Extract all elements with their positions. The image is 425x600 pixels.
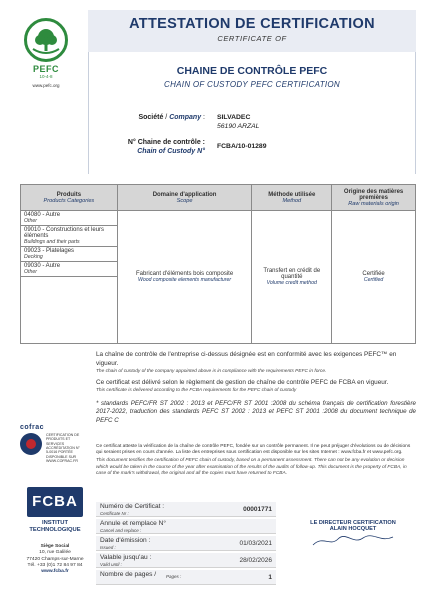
conformity-section — [96, 351, 416, 425]
company-name: SILVADEC — [217, 114, 251, 121]
coc-label-fr: N° Chaine de contrôle : — [127, 139, 205, 146]
conformity-p1-fr: La chaîne de contrôle de l'entreprise ci-dessus désignée est en conformité avec les exigences PEFC™ en vigueur. — [96, 351, 397, 367]
cofrac-text — [46, 433, 80, 463]
origin-fr: Certifiée — [362, 271, 385, 277]
cofrac-logo — [20, 424, 80, 468]
scope-fr: Fabricant d'éléments bois composite — [135, 271, 234, 277]
table-row — [21, 211, 416, 344]
pefc-url: www.pefc.org — [32, 83, 60, 88]
fcba-inst-line2: TECHNOLOGIQUE — [29, 526, 81, 533]
field-label: Valable jusqu'au : — [100, 554, 152, 561]
category-code: 09023 - Platelages — [24, 248, 75, 254]
certificate-fields — [96, 502, 276, 587]
header-origin — [332, 185, 416, 211]
field-value: 1 — [268, 574, 272, 581]
scope-en: Wood composite elements manufacturer — [138, 277, 232, 283]
company-label-en: Company — [169, 114, 202, 121]
field-label: Nombre de pages / — [100, 571, 157, 578]
fcba-addr2: 77420 Champs-sur-Marne — [26, 556, 84, 562]
category-code: 09010 - Constructions et leurs éléments — [24, 227, 105, 239]
categories-cell — [21, 211, 118, 344]
coc-number: FCBA/10-01289 — [217, 143, 267, 150]
company-label-fr: Société — [138, 114, 164, 121]
category-en: Buildings and their parts — [24, 239, 80, 245]
list-item — [21, 211, 117, 226]
company-city: 56190 ARZAL — [217, 123, 260, 130]
field-sublabel: Certificate Nr : — [100, 511, 129, 516]
conformity-p2-en: This certificate is delivered according to the FCBA requirements for the PEFC chain of custody — [96, 388, 297, 394]
header-method-en: Method — [282, 197, 302, 204]
field-value: 01/03/2021 — [239, 540, 272, 547]
fcba-addr1: 10, rue Galilée — [39, 550, 71, 556]
field-label: Annule et remplace N° — [100, 520, 167, 527]
page-subtitle: CERTIFICATE OF — [217, 34, 287, 43]
method-fr: Transfert en crédit de quantité — [263, 268, 321, 280]
list-item — [21, 226, 117, 247]
conformity-p1-en: The chain of custody of the company appointed above is in compliance with the requirements PEFC in force. — [96, 369, 327, 375]
field-sublabel: Pages : — [166, 574, 182, 579]
fcba-hq: Siège Social — [40, 543, 70, 549]
page-title: ATTESTATION DE CERTIFICATION — [129, 16, 375, 32]
scope-cell — [117, 211, 252, 344]
fcba-inst-line1: INSTITUT — [41, 520, 69, 526]
field-sublabel: Issued : — [100, 545, 116, 550]
category-en: Other — [24, 218, 37, 224]
category-en: Other — [24, 269, 37, 275]
validity-en: This document testifies the certification of PEFC chain of custody, based on a permanent assessment. There can not be any evolution or decision which would be taken in the course of the year after examination of the results of the audits of follow-up. This document is the property of FCBA, in case of the mark's withdrawal, the original and all the copies must have returned to FCBA. — [96, 458, 407, 476]
header-scope-fr: Domaine d'application — [152, 191, 217, 198]
method-en: Volume credit method — [266, 280, 317, 286]
header-origin-en: Raw materials origin — [348, 200, 399, 207]
category-code: 09030 - Autre — [24, 263, 61, 269]
field-cancel-replace — [96, 519, 276, 534]
field-issue-date — [96, 536, 276, 551]
signature-name: ALAIN HOCQUET — [329, 526, 377, 532]
pefc-code: 10-4-8 — [39, 74, 53, 79]
fcba-web-link[interactable]: www.fcba.fr — [41, 569, 69, 575]
signature-scribble-icon — [308, 533, 398, 549]
pefc-wordmark: PEFC — [32, 64, 59, 74]
header-products-en: Products Categories — [43, 197, 95, 204]
field-label: Date d'émission : — [100, 537, 151, 544]
title-band — [88, 10, 416, 52]
header-scope-en: Scope — [176, 197, 193, 204]
field-value: 00001771 — [243, 506, 272, 513]
header-method-fr: Méthode utilisée — [268, 191, 316, 198]
fcba-logo: FCBA — [27, 487, 83, 517]
coc-label-en: Chain of Custody N° — [137, 148, 205, 155]
origin-en: Certified — [363, 277, 384, 283]
pefc-logo — [20, 18, 72, 103]
fcba-institute — [20, 520, 90, 534]
header-scope — [117, 185, 252, 211]
cofrac-accreditation: ACCRÉDITATION N° 5-0016 PORTÉE DISPONIBLE SUR WWW.COFRAC.FR — [46, 445, 80, 463]
field-sublabel: Valid until : — [100, 562, 122, 567]
field-pages — [96, 570, 276, 585]
validity-fr: Ce certificat atteste la vérification de la chaîne de contrôle PEFC, fondée sur un contrôle permanent. Il ne peut préjuger d'évolutions ou de décisions qui seraient prises en cours d'année. La liste des entreprises sous certification est disponible sur les sites Internet : www.fcba.fr et www.pefc.org. — [96, 444, 411, 456]
table-header-row — [21, 185, 416, 211]
company-label: Société / Company : — [138, 114, 205, 121]
cofrac-note: CERTIFICATION DE PRODUITS ET SERVICES — [46, 433, 80, 446]
category-en: Decking — [24, 254, 43, 260]
fcba-block — [20, 487, 90, 576]
cofrac-wordmark: cofrac — [20, 424, 45, 431]
chain-of-custody-box — [88, 52, 416, 174]
category-code: 04080 - Autre — [24, 212, 61, 218]
field-value: 28/02/2026 — [239, 557, 272, 564]
origin-cell — [332, 211, 416, 344]
signature-block — [288, 520, 418, 549]
header-products-fr: Produits — [56, 191, 82, 198]
list-item — [21, 247, 117, 262]
header-origin-fr: Origine des matières premières — [343, 188, 404, 201]
field-sublabel: Cancel and replace : — [100, 528, 142, 533]
field-certificate-number — [96, 502, 276, 517]
header-method — [252, 185, 332, 211]
chain-subtitle: CHAIN OF CUSTODY PEFC CERTIFICATION — [164, 80, 340, 89]
header-products — [21, 185, 118, 211]
validity-section — [96, 444, 416, 477]
field-valid-until — [96, 553, 276, 568]
cofrac-mark-icon — [20, 433, 42, 455]
signature-title: LE DIRECTEUR CERTIFICATION — [310, 520, 396, 526]
list-item — [21, 262, 117, 277]
method-cell — [252, 211, 332, 344]
standards-text: * standards PEFC/FR ST 2002 : 2013 et PEFC/FR ST 2001 :2008 du schéma français de certification forestière 2017-2022, traduction des standards PEFC ST 2002 : 2013 et PEFC ST 2001 :2008 du document technique de PEFC C — [96, 399, 416, 424]
products-table — [20, 184, 416, 344]
conformity-p2-fr: Ce certificat est délivré selon le règlement de gestion de chaîne de contrôle PEFC de FCBA en vigueur. — [96, 378, 389, 386]
pefc-tree-icon — [24, 18, 68, 62]
fcba-tel: Tél. +33 (0)1 72 84 97 84 — [27, 563, 83, 569]
chain-title: CHAINE DE CONTRÔLE PEFC — [176, 65, 328, 77]
fcba-address — [20, 544, 90, 576]
field-label: Numéro de Certificat : — [100, 503, 165, 510]
